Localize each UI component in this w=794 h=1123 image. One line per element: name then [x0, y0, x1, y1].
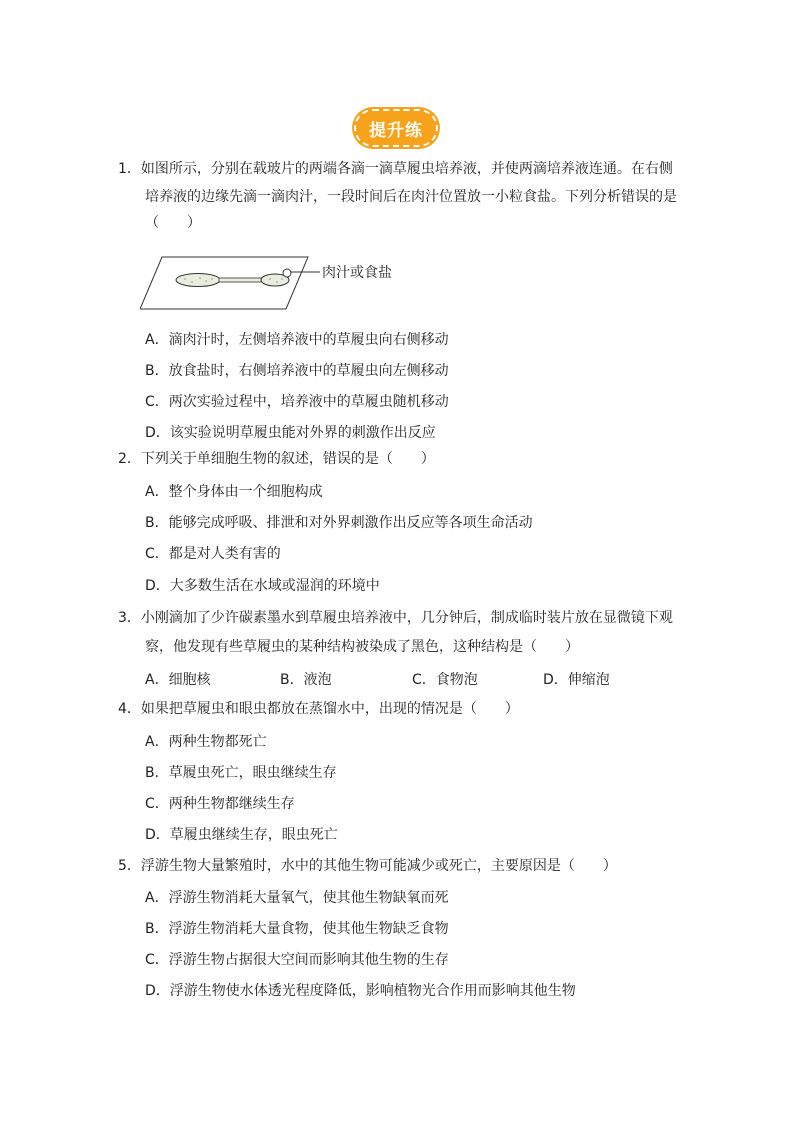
- q3-stem-line2: 察，他发现有些草履虫的某种结构被染成了黑色，这种结构是（ ）: [145, 639, 579, 655]
- meat-juice-drop: [283, 269, 291, 277]
- q5-option-b[interactable]: B．浮游生物消耗大量食物，使其他生物缺乏食物: [145, 921, 449, 937]
- q3-option-d[interactable]: D．伸缩泡: [543, 672, 610, 688]
- q2-stem: 2．下列关于单细胞生物的叙述，错误的是（ ）: [118, 451, 435, 467]
- q3-option-c[interactable]: C．食物泡: [412, 672, 478, 688]
- q1-option-d[interactable]: D．该实验说明草履虫能对外界的刺激作出反应: [145, 425, 436, 441]
- slide-diagram: [140, 253, 420, 313]
- q2-option-c[interactable]: C．都是对人类有害的: [145, 546, 281, 562]
- q5-option-c[interactable]: C．浮游生物占据很大空间而影响其他生物的生存: [145, 952, 449, 968]
- q1-option-a[interactable]: A．滴肉汁时，左侧培养液中的草履虫向右侧移动: [145, 332, 449, 348]
- q1-stem-line1: 1．如图所示，分别在载玻片的两端各滴一滴草履虫培养液，并使两滴培养液连通。在右侧: [118, 161, 673, 177]
- q2-option-d[interactable]: D．大多数生活在水域或湿润的环境中: [145, 578, 380, 594]
- q5-option-a[interactable]: A．浮游生物消耗大量氧气，使其他生物缺氧而死: [145, 890, 449, 906]
- q3-option-a[interactable]: A．细胞核: [145, 672, 211, 688]
- q5-stem: 5．浮游生物大量繁殖时，水中的其他生物可能减少或死亡，主要原因是（ ）: [118, 858, 617, 874]
- q3-option-b[interactable]: B．液泡: [280, 672, 332, 688]
- q2-option-a[interactable]: A．整个身体由一个细胞构成: [145, 484, 323, 500]
- q3-options: [145, 669, 665, 687]
- q5-option-d[interactable]: D．浮游生物使水体透光程度降低，影响植物光合作用而影响其他生物: [145, 983, 576, 999]
- q4-option-b[interactable]: B．草履虫死亡，眼虫继续生存: [145, 765, 337, 781]
- connecting-channel: [219, 278, 262, 282]
- q4-option-d[interactable]: D．草履虫继续生存，眼虫死亡: [145, 827, 338, 843]
- q2-option-b[interactable]: B．能够完成呼吸、排泄和对外界刺激作出反应等各项生命活动: [145, 515, 533, 531]
- q1-option-b[interactable]: B．放食盐时，右侧培养液中的草履虫向左侧移动: [145, 363, 449, 379]
- left-drop: [176, 274, 220, 287]
- q1-option-c[interactable]: C．两次实验过程中，培养液中的草履虫随机移动: [145, 394, 449, 410]
- q4-option-a[interactable]: A．两种生物都死亡: [145, 734, 267, 750]
- q4-option-c[interactable]: C．两种生物都继续生存: [145, 796, 295, 812]
- q4-stem: 4．如果把草履虫和眼虫都放在蒸馏水中，出现的情况是（ ）: [118, 701, 519, 717]
- diagram-label: 肉汁或食盐: [322, 265, 392, 281]
- section-badge: [354, 109, 438, 147]
- q3-stem-line1: 3．小刚滴加了少许碳素墨水到草履虫培养液中，几分钟后，制成临时装片放在显微镜下观: [118, 610, 673, 626]
- q1-stem-line2: 培养液的边缘先滴一滴肉汁，一段时间后在肉汁位置放一小粒食盐。下列分析错误的是: [145, 189, 677, 205]
- q1-answer-paren: （ ）: [145, 215, 201, 231]
- section-title: 提升练: [369, 120, 423, 141]
